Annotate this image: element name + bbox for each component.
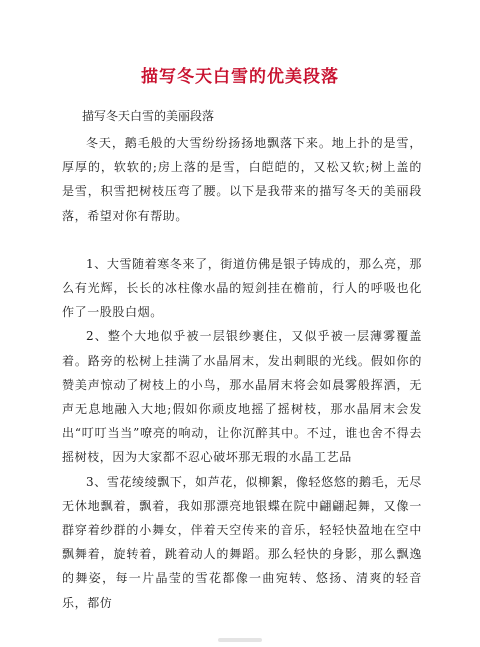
paragraph-2: 2、整个大地似乎被一层银纱裹住，又似乎被一层薄雾覆盖着。路旁的松树上挂满了水晶屑末，发出刺眼的光线。假如你的赞美声惊动了树枝上的小鸟，那水晶屑末将会如晨雾般挥洒，无声无息地融入大地;假如你顽皮地摇了摇树枝，那水晶屑末会发出“叮叮当当”嘹亮的响动，让你沉醉其中。不过，谁也舍不得去摇树枝，因为大家都不忍心破坏那无瑕的水晶工艺品 <box>62 329 422 465</box>
page-scroll-mark <box>218 638 262 642</box>
section-subtitle: 描写冬天白雪的美丽段落 <box>82 109 215 123</box>
intro-paragraph: 冬天，鹅毛般的大雪纷纷扬扬地飘落下来。地上扑的是雪，厚厚的，软软的;房上落的是雪，白皑皑的，又松又软;树上盖的是雪，积雪把树枝压弯了腰。以下是我带来的描写冬天的美丽段落，希望对你有帮助。 <box>62 136 422 223</box>
paragraph-1: 1、大雪随着寒冬来了，街道仿佛是银子铸成的，那么亮，那么有光辉，长长的冰柱像水晶的短剑挂在檐前，行人的呼吸也化作了一股股白烟。 <box>62 256 422 320</box>
page-title: 描写冬天白雪的优美段落 <box>141 67 339 87</box>
document-body <box>62 131 422 615</box>
paragraph-3: 3、雪花绫绫飘下，如芦花，似柳絮，像轻悠悠的鹅毛，无尽无休地飘着，飘着，我如那漂亮地银蝶在院中翩翩起舞，又像一群穿着纱群的小舞女，伴着天空传来的音乐，轻轻快盈地在空中飘舞着，旋转着，跳着动人的舞蹈。那么轻快的身影，那么飘逸的舞姿，每一片晶莹的雪花都像一曲宛转、悠扬、清爽的轻音乐，都仿 <box>62 474 422 610</box>
